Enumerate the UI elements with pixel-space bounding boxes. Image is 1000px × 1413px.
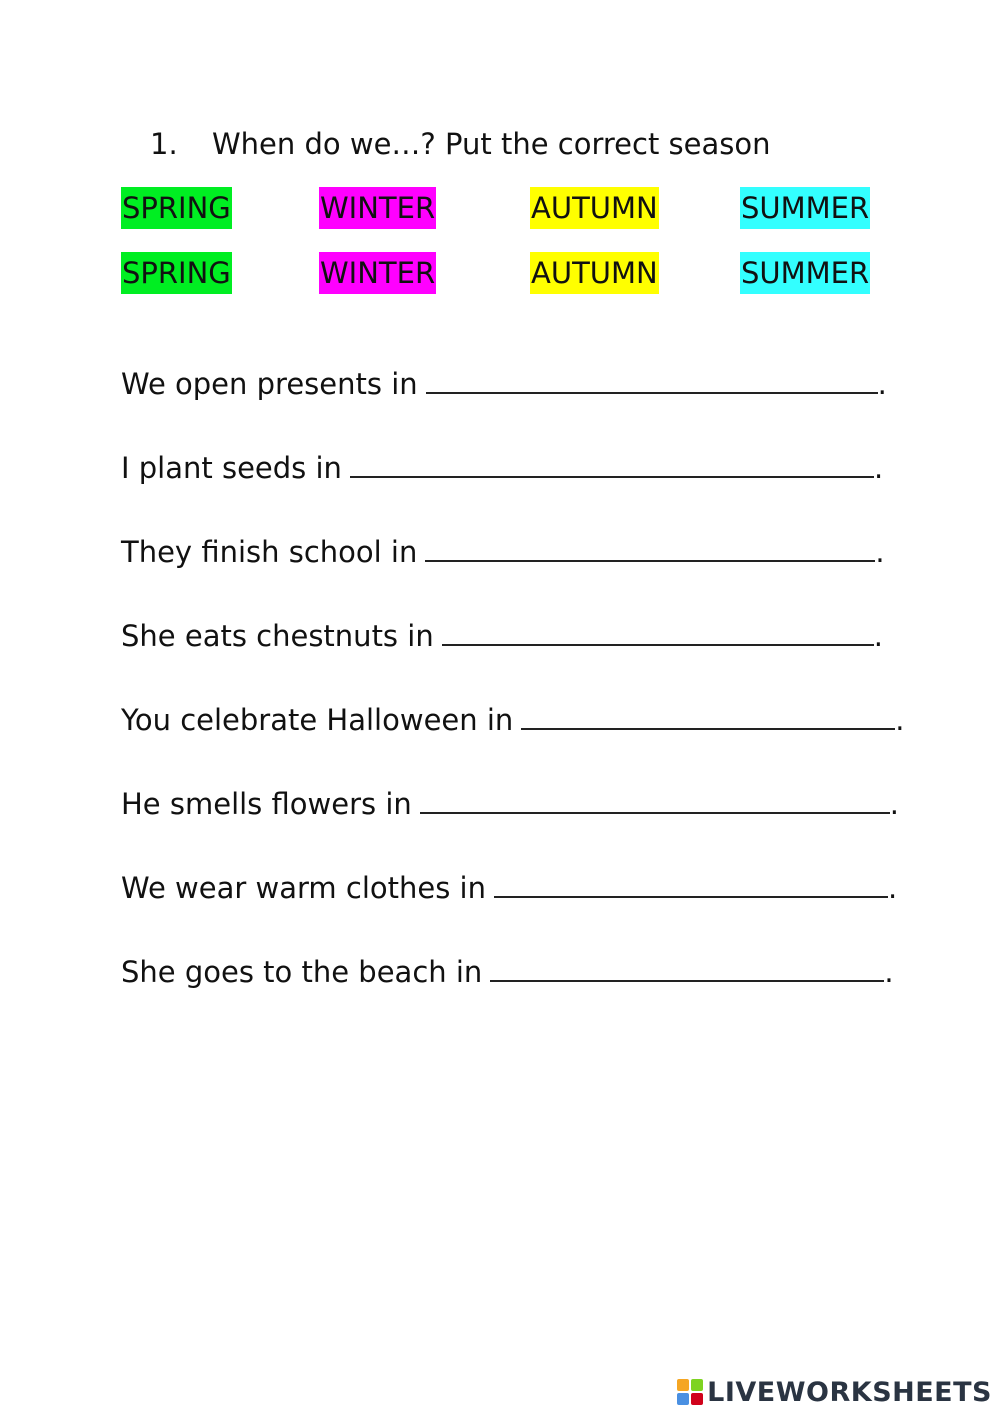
answer-blank[interactable]	[425, 530, 875, 562]
answer-blank[interactable]	[494, 866, 888, 898]
answer-blank[interactable]	[350, 446, 874, 478]
word-bank-row-1	[0, 187, 1000, 229]
liveworksheets-brand	[677, 1374, 992, 1410]
sentence-text: We wear warm clothes in	[121, 871, 486, 905]
word-chip-winter[interactable]: WINTER	[319, 252, 436, 294]
sentence-period: .	[873, 619, 883, 653]
logo-square	[677, 1379, 689, 1391]
sentence-8	[121, 950, 894, 992]
sentence-text: They finish school in	[121, 535, 418, 569]
word-chip-summer[interactable]: SUMMER	[740, 187, 870, 229]
sentence-5	[121, 698, 905, 740]
sentence-7	[121, 866, 897, 908]
word-chip-spring[interactable]: SPRING	[121, 187, 232, 229]
sentence-text: He smells flowers in	[121, 787, 412, 821]
sentence-text: She goes to the beach in	[121, 955, 483, 989]
answer-blank[interactable]	[490, 950, 884, 982]
logo-square	[691, 1379, 703, 1391]
sentence-1	[121, 362, 887, 404]
word-chip-autumn[interactable]: AUTUMN	[530, 187, 659, 229]
sentence-text: She eats chestnuts in	[121, 619, 434, 653]
brand-name: LIVEWORKSHEETS	[707, 1376, 992, 1408]
question-heading	[150, 124, 771, 164]
sentence-text: I plant seeds in	[121, 451, 342, 485]
sentence-3	[121, 530, 885, 572]
word-chip-autumn[interactable]: AUTUMN	[530, 252, 659, 294]
answer-blank[interactable]	[521, 698, 895, 730]
word-chip-spring[interactable]: SPRING	[121, 252, 232, 294]
question-number: 1.	[150, 127, 178, 161]
answer-blank[interactable]	[442, 614, 874, 646]
sentence-text: You celebrate Halloween in	[121, 703, 514, 737]
sentence-6	[121, 782, 899, 824]
answer-blank[interactable]	[420, 782, 890, 814]
sentence-period: .	[875, 535, 885, 569]
logo-square	[677, 1393, 689, 1405]
sentence-period: .	[884, 955, 894, 989]
answer-blank[interactable]	[426, 362, 878, 394]
sentence-4	[121, 614, 883, 656]
liveworksheets-logo-icon	[677, 1379, 703, 1405]
word-bank-row-2	[0, 252, 1000, 294]
sentence-2	[121, 446, 883, 488]
sentence-period: .	[889, 787, 899, 821]
sentence-period: .	[873, 451, 884, 485]
sentence-text: We open presents in	[121, 367, 418, 401]
sentence-period: .	[877, 367, 887, 401]
sentence-period: .	[887, 871, 898, 905]
sentence-period: .	[895, 703, 905, 737]
word-chip-winter[interactable]: WINTER	[319, 187, 436, 229]
question-text: When do we…? Put the correct season	[212, 127, 771, 161]
logo-square	[691, 1393, 703, 1405]
word-chip-summer[interactable]: SUMMER	[740, 252, 870, 294]
